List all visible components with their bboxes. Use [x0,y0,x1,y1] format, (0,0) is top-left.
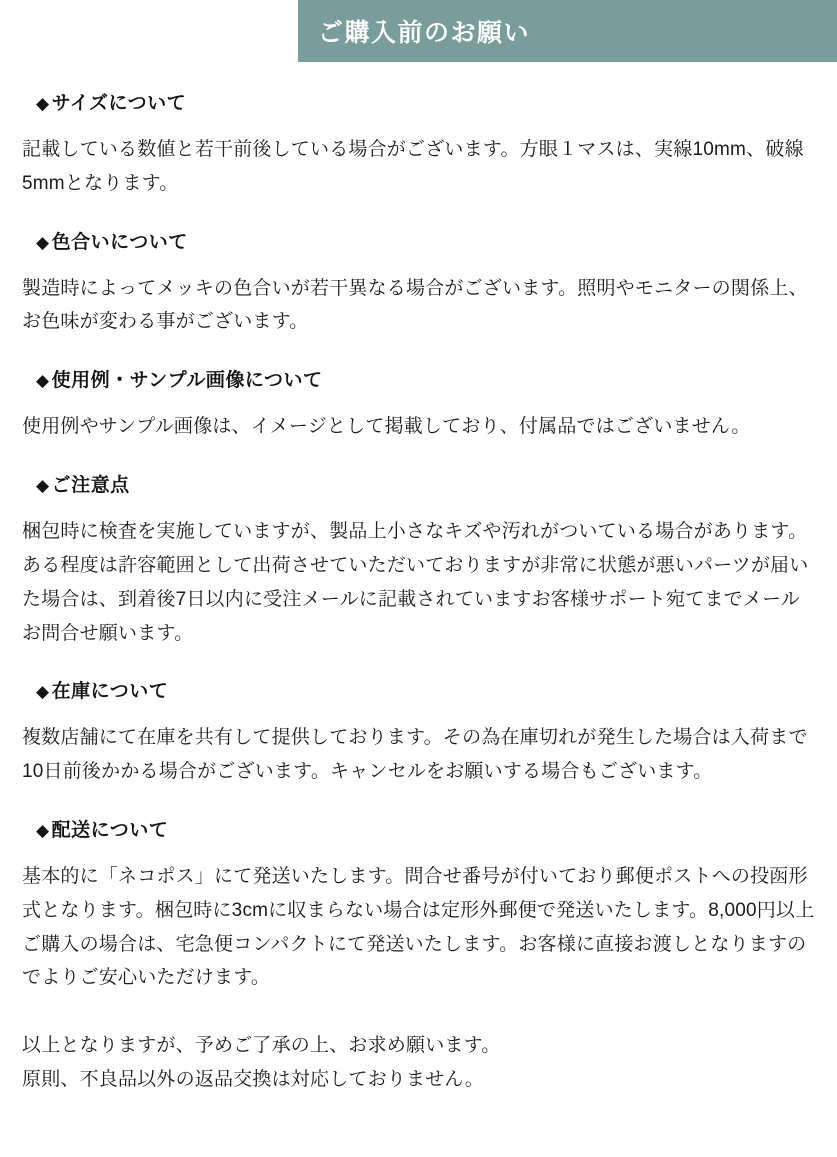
header-left-spacer [0,0,298,62]
notice-content [0,88,837,1121]
header-bar [298,0,837,62]
section-body-size: 記載している数値と若干前後している場合がございます。方眼１マスは、実線10mm、破線5mmとなります。 [22,139,804,194]
section-caution [22,470,815,650]
page-header [0,0,837,62]
section-heading-text: 配送について [51,819,169,841]
section-body-caution: 梱包時に検査を実施していますが、製品上小さなキズや汚れがついている場合があります。ある程度は許容範囲として出荷させていただいておりますが非常に状態が悪いパーツが届いた場合は、到着後7日以内に受注メールに記載されていますお客様サポート宛てまでメールお問合せ願います。 [22,521,809,644]
section-heading-text: 色合いについて [51,231,188,253]
section-heading-size [36,88,815,115]
diamond-bullet-icon: ◆ [36,232,50,252]
section-stock [22,676,815,789]
diamond-bullet-icon: ◆ [36,682,50,702]
section-body-shipping: 基本的に「ネコポス」にて発送いたします。問合せ番号が付いており郵便ポストへの投函形式となります。梱包時に3cmに収まらない場合は定形外郵便で発送いたします。8,000円以上ご購入の場合は、宅急便コンパクトにて発送いたします。お客様に直接お渡しとなりますのでよりご安心いただけます。 [22,865,815,989]
section-heading-shipping [36,815,815,842]
diamond-bullet-icon: ◆ [36,371,50,391]
section-body-sample-image: 使用例やサンプル画像は、イメージとして掲載しており、付属品ではございません。 [22,416,751,438]
section-heading-text: 在庫について [51,681,169,703]
section-heading-stock [36,676,815,703]
section-heading-text: 使用例・サンプル画像について [51,370,323,392]
page-title: ご購入前のお願い [318,19,531,47]
closing-note [22,1029,815,1097]
section-sample-image [22,365,815,444]
section-heading-text: ご注意点 [51,475,130,497]
closing-line-1: 以上となりますが、予めご了承の上、お求め願います。 [22,1035,501,1057]
section-heading-color [36,227,815,254]
closing-line-2: 原則、不良品以外の返品交換は対応しておりません。 [22,1069,484,1090]
section-body-color: 製造時によってメッキの色合いが若干異なる場合がございます。照明やモニターの関係上、お色味が変わる事がございます。 [22,277,808,333]
section-heading-caution [36,470,815,497]
section-shipping [22,815,815,995]
section-size [22,88,815,201]
diamond-bullet-icon: ◆ [36,94,50,113]
section-body-stock: 複数店舗にて在庫を共有して提供しております。その為在庫切れが発生した場合は入荷まで10日前後かかる場合がございます。キャンセルをお願いする場合もございます。 [22,727,808,783]
diamond-bullet-icon: ◆ [36,820,50,840]
section-heading-sample-image [36,365,815,392]
diamond-bullet-icon: ◆ [36,476,50,496]
section-color [22,227,815,340]
section-heading-text: サイズについて [51,93,187,114]
